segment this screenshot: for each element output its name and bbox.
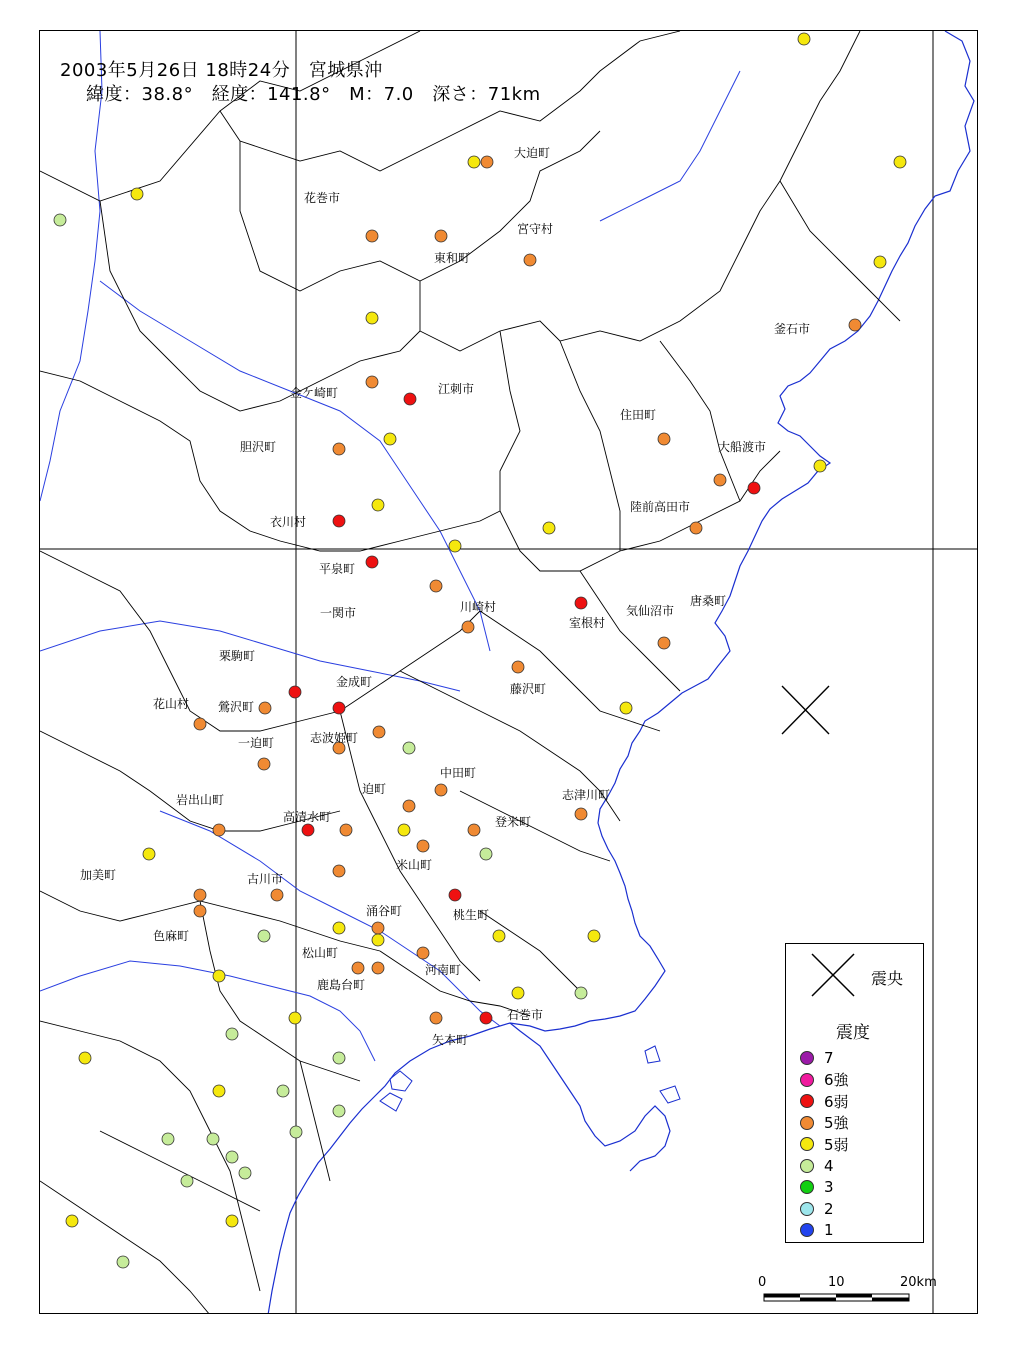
place-label: 宮守村 (517, 222, 554, 236)
legend-level-2 (800, 1091, 849, 1111)
legend-epicenter-icon (808, 950, 858, 1000)
station-marker (373, 726, 385, 738)
station-marker (372, 934, 384, 946)
header-line-1: 2003年5月26日 18時24分 宮城県沖 (60, 60, 383, 81)
station-marker (404, 393, 416, 405)
place-label: 室根村 (569, 616, 606, 630)
station-marker (588, 930, 600, 942)
station-marker (258, 930, 270, 942)
station-marker (66, 1215, 78, 1227)
station-marker (384, 433, 396, 445)
station-marker (690, 522, 702, 534)
legend-level-label: 3 (824, 1178, 834, 1196)
legend-dot (800, 1223, 814, 1237)
legend-dot (800, 1137, 814, 1151)
station-marker (333, 922, 345, 934)
scale-label-0: 0 (758, 1275, 767, 1290)
station-marker (372, 922, 384, 934)
station-marker (543, 522, 555, 534)
header-line-2: 緯度：38.8° 経度：141.8° M：7.0 深さ：71km (86, 84, 541, 105)
legend-level-3 (800, 1113, 849, 1133)
station-marker (449, 889, 461, 901)
station-marker (798, 33, 810, 45)
place-label: 唐桑町 (690, 594, 727, 608)
station-marker (524, 254, 536, 266)
station-marker (366, 556, 378, 568)
station-marker (575, 597, 587, 609)
scale-label-10: 10 (828, 1275, 845, 1290)
legend-intensity-title: 震度 (836, 1023, 870, 1043)
station-marker (468, 824, 480, 836)
station-marker (849, 319, 861, 331)
legend-level-label: 2 (824, 1199, 834, 1218)
station-marker (213, 1085, 225, 1097)
station-marker (894, 156, 906, 168)
station-marker (333, 702, 345, 714)
place-label: 大迫町 (514, 146, 551, 160)
station-marker (259, 702, 271, 714)
place-label: 松山町 (302, 946, 339, 960)
station-marker (430, 580, 442, 592)
station-marker (258, 758, 270, 770)
place-label: 河南町 (425, 963, 462, 977)
legend-dot (800, 1202, 814, 1216)
legend-level-0 (800, 1048, 834, 1068)
legend-level-label: 4 (824, 1156, 834, 1175)
station-marker (333, 1105, 345, 1117)
station-marker (352, 962, 364, 974)
legend-level-7 (800, 1199, 834, 1219)
river (600, 71, 740, 221)
place-label: 志波姫町 (310, 731, 359, 745)
bay-coast (510, 1023, 670, 1171)
station-marker (658, 637, 670, 649)
boundaries (40, 31, 900, 1314)
station-marker (226, 1151, 238, 1163)
place-label: 東和町 (434, 251, 471, 265)
place-label: 江刺市 (438, 382, 475, 396)
station-marker (289, 1012, 301, 1024)
legend-level-label: 5強 (824, 1114, 849, 1132)
station-marker (372, 499, 384, 511)
legend-epicenter-label: 震央 (871, 969, 904, 988)
station-marker (480, 848, 492, 860)
station-marker (658, 433, 670, 445)
legend-level-label: 1 (824, 1221, 834, 1239)
station-marker (117, 1256, 129, 1268)
place-label: 矢本町 (432, 1033, 469, 1047)
place-label: 藤沢町 (510, 682, 547, 696)
station-marker (620, 702, 632, 714)
station-marker (512, 987, 524, 999)
legend-dot (800, 1094, 814, 1108)
station-marker (239, 1167, 251, 1179)
station-marker (874, 256, 886, 268)
station-marker (480, 1012, 492, 1024)
place-label: 一関市 (320, 606, 357, 620)
place-label: 栗駒町 (219, 649, 256, 663)
station-marker (213, 824, 225, 836)
place-label: 衣川村 (270, 515, 307, 529)
place-label: 古川市 (247, 872, 284, 886)
station-marker (277, 1085, 289, 1097)
station-marker (162, 1133, 174, 1145)
place-label: 中田町 (440, 766, 477, 780)
station-marker (194, 889, 206, 901)
station-marker (194, 905, 206, 917)
legend-dot (800, 1116, 814, 1130)
place-label: 色麻町 (153, 929, 190, 943)
river (40, 961, 375, 1061)
station-marker (213, 970, 225, 982)
place-label: 志津川町 (562, 788, 611, 802)
legend-dot (800, 1180, 814, 1194)
legend-level-label: 6強 (824, 1071, 849, 1089)
station-marker (226, 1215, 238, 1227)
place-labels (80, 145, 810, 1047)
place-label: 一迫町 (238, 736, 275, 750)
legend-dot (800, 1159, 814, 1173)
station-marker (372, 962, 384, 974)
legend-level-label: 5弱 (824, 1135, 849, 1154)
station-marker (79, 1052, 91, 1064)
place-label: 平泉町 (319, 562, 356, 576)
place-label: 登米町 (495, 815, 532, 829)
place-label: 住田町 (620, 408, 657, 422)
place-label: 大船渡市 (718, 440, 767, 454)
station-marker (449, 540, 461, 552)
legend-level-5 (800, 1156, 834, 1176)
station-marker (398, 824, 410, 836)
station-marker (468, 156, 480, 168)
station-marker (512, 661, 524, 673)
legend-dot (800, 1073, 814, 1087)
place-label: 米山町 (396, 858, 433, 872)
station-marker (403, 800, 415, 812)
place-label: 桃生町 (453, 908, 490, 922)
station-marker (366, 376, 378, 388)
station-marker (714, 474, 726, 486)
place-label: 鶯沢町 (218, 700, 255, 714)
station-marker (131, 188, 143, 200)
station-marker (194, 718, 206, 730)
station-marker (302, 824, 314, 836)
epicenter-marker (782, 686, 829, 734)
legend-dot (800, 1051, 814, 1065)
station-marker (54, 214, 66, 226)
station-marker (333, 515, 345, 527)
place-label: 加美町 (80, 868, 117, 882)
station-marker (271, 889, 283, 901)
place-label: 陸前高田市 (630, 500, 691, 514)
station-marker (417, 947, 429, 959)
place-label: 金成町 (336, 675, 373, 689)
station-marker (462, 621, 474, 633)
station-marker (435, 784, 447, 796)
station-marker (366, 312, 378, 324)
station-marker (289, 686, 301, 698)
station-marker (493, 930, 505, 942)
legend-level-4 (800, 1134, 849, 1154)
place-label: 川崎村 (460, 600, 497, 614)
station-marker (143, 848, 155, 860)
place-label: 花巻市 (304, 191, 341, 205)
station-marker (366, 230, 378, 242)
place-label: 花山村 (153, 697, 190, 711)
islands (380, 1046, 680, 1111)
station-marker (748, 482, 760, 494)
station-marker (403, 742, 415, 754)
station-marker (575, 808, 587, 820)
station-marker (333, 443, 345, 455)
place-label: 気仙沼市 (626, 604, 675, 618)
place-label: 金ケ崎町 (290, 386, 339, 400)
station-marker (340, 824, 352, 836)
legend-level-1 (800, 1070, 849, 1090)
legend-level-label: 7 (824, 1049, 834, 1067)
place-label: 涌谷町 (366, 904, 403, 918)
place-label: 高清水町 (283, 810, 332, 824)
station-marker (430, 1012, 442, 1024)
legend-level-label: 6弱 (824, 1092, 849, 1111)
place-label: 釜石市 (774, 322, 811, 336)
station-marker (181, 1175, 193, 1187)
station-marker (417, 840, 429, 852)
legend-level-6 (800, 1177, 834, 1197)
legend-level-8 (800, 1220, 834, 1240)
station-marker (435, 230, 447, 242)
station-marker (333, 1052, 345, 1064)
place-label: 胆沢町 (240, 440, 277, 454)
scale-label-20: 20km (900, 1275, 937, 1290)
station-marker (481, 156, 493, 168)
station-marker (226, 1028, 238, 1040)
place-label: 鹿島台町 (317, 978, 366, 992)
place-label: 岩出山町 (176, 793, 225, 807)
station-marker (814, 460, 826, 472)
place-label: 石巻市 (507, 1008, 544, 1022)
station-marker (575, 987, 587, 999)
station-marker (290, 1126, 302, 1138)
legend (785, 943, 924, 1243)
place-label: 迫町 (362, 782, 387, 796)
scale-labels (758, 1275, 937, 1305)
station-marker (333, 865, 345, 877)
station-marker (207, 1133, 219, 1145)
